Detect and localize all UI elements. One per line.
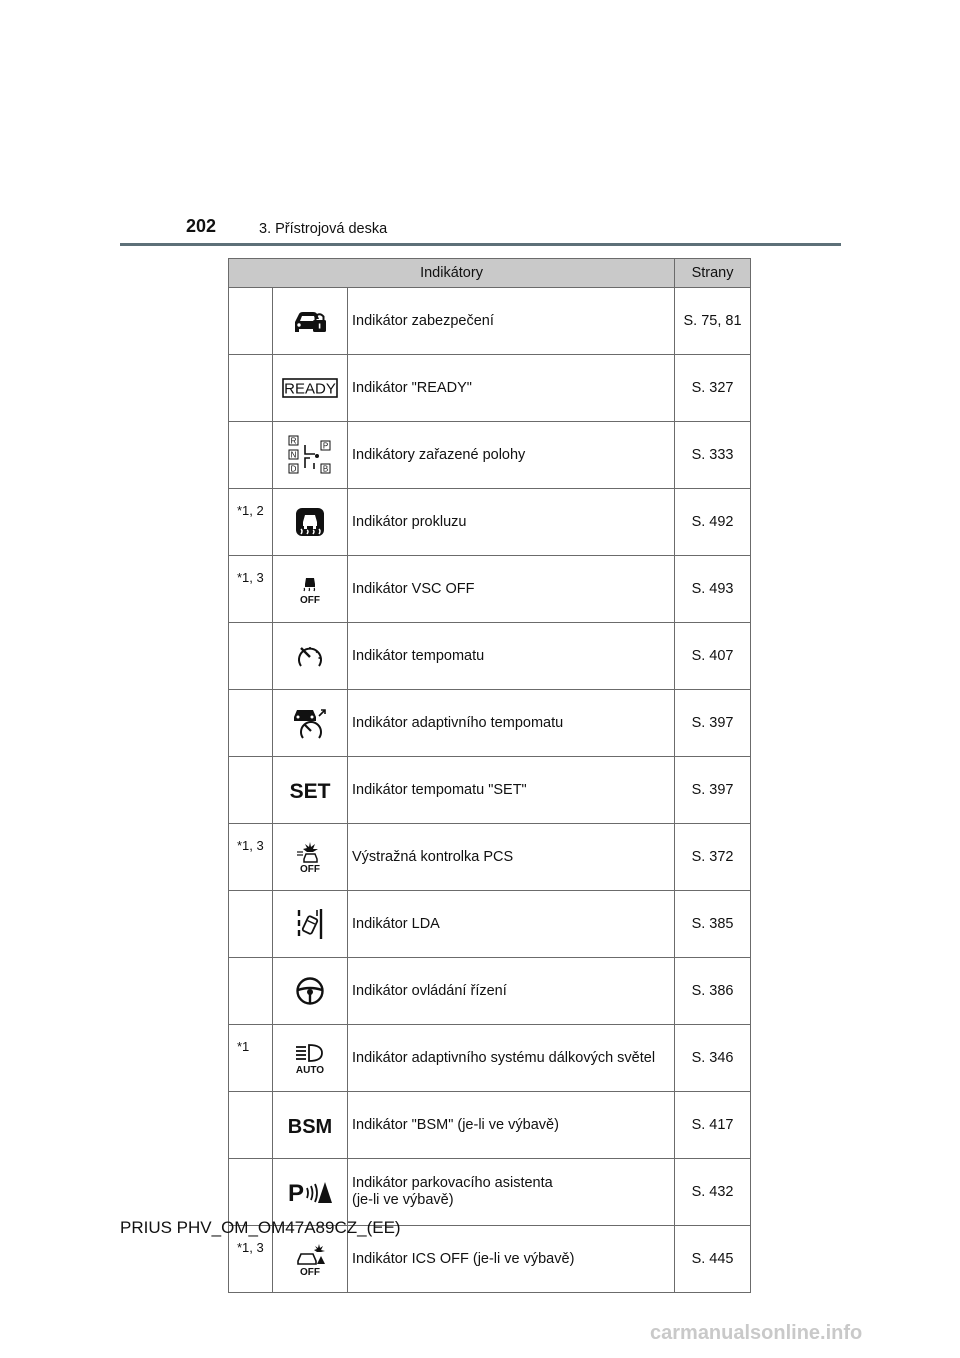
security-indicator-icon <box>293 308 327 334</box>
svg-text:D: D <box>290 464 297 474</box>
svg-text:P: P <box>322 441 329 451</box>
note-cell <box>229 623 273 690</box>
indicator-name: Indikátor "BSM" (je-li ve výbavě) <box>348 1092 675 1159</box>
icon-cell <box>273 556 348 623</box>
note-cell <box>229 422 273 489</box>
shift-position-indicator-icon <box>288 435 332 475</box>
indicator-name: Výstražná kontrolka PCS <box>348 824 675 891</box>
page-number: 202 <box>186 216 217 236</box>
table-row <box>229 891 751 958</box>
indicator-name: Indikátor adaptivního systému dálkových světel <box>348 1025 675 1092</box>
icon-cell <box>273 958 348 1025</box>
adaptive-cruise-control-indicator-icon <box>291 706 329 740</box>
indicator-name: Indikátor parkovacího asistenta (je-li ve výbavě) <box>348 1159 675 1226</box>
cruise-control-indicator-icon <box>295 642 325 670</box>
table-row <box>229 355 751 422</box>
document-code: PRIUS PHV_OM_OM47A89CZ_(EE) <box>120 1218 401 1237</box>
indicator-name: Indikátor zabezpečení <box>348 288 675 355</box>
page-reference: S. 327 <box>675 355 751 422</box>
ready-indicator-icon <box>282 378 338 398</box>
svg-text:AUTO: AUTO <box>295 1065 325 1074</box>
table-row <box>229 288 751 355</box>
table-row <box>229 422 751 489</box>
indicator-name: Indikátor VSC OFF <box>348 556 675 623</box>
table-row <box>229 690 751 757</box>
page-reference: S. 417 <box>675 1092 751 1159</box>
watermark: carmanualsonline.info <box>650 1322 863 1344</box>
indicator-name: Indikátor adaptivního tempomatu <box>348 690 675 757</box>
page-reference: S. 386 <box>675 958 751 1025</box>
table-row <box>229 1159 751 1226</box>
note-cell: *1, 3 <box>229 1226 273 1293</box>
table-row <box>229 1025 751 1092</box>
table-row <box>229 623 751 690</box>
table-row <box>229 958 751 1025</box>
table-row <box>229 556 751 623</box>
ics-off-indicator-icon <box>293 1242 327 1276</box>
icon-cell <box>273 1025 348 1092</box>
note-cell <box>229 891 273 958</box>
steering-control-indicator-icon <box>295 976 325 1006</box>
indicator-name: Indikátor LDA <box>348 891 675 958</box>
indicator-name: Indikátor ovládání řízení <box>348 958 675 1025</box>
page-reference: S. 397 <box>675 690 751 757</box>
note-cell <box>229 757 273 824</box>
indicator-name: Indikátor tempomatu "SET" <box>348 757 675 824</box>
page-reference: S. 492 <box>675 489 751 556</box>
note-cell <box>229 1159 273 1226</box>
note-cell: *1, 3 <box>229 556 273 623</box>
vsc-off-indicator-icon <box>295 573 325 605</box>
table-row <box>229 824 751 891</box>
icon-cell <box>273 288 348 355</box>
indicator-name: Indikátory zařazené polohy <box>348 422 675 489</box>
svg-text:SET: SET <box>289 780 331 801</box>
svg-text:R: R <box>290 436 297 446</box>
pcs-warning-icon <box>294 840 326 874</box>
adaptive-high-beam-indicator-icon <box>292 1042 328 1074</box>
note-cell <box>229 1092 273 1159</box>
svg-text:OFF: OFF <box>300 595 320 605</box>
indicator-name: Indikátor ICS OFF (je-li ve výbavě) <box>348 1226 675 1293</box>
page-reference: S. 432 <box>675 1159 751 1226</box>
bsm-indicator-icon <box>285 1114 335 1136</box>
svg-text:READY: READY <box>284 380 336 398</box>
table-row <box>229 489 751 556</box>
note-cell <box>229 958 273 1025</box>
indicator-name: Indikátor "READY" <box>348 355 675 422</box>
cruise-set-indicator-icon <box>288 779 332 801</box>
svg-text:N: N <box>290 450 297 460</box>
note-cell <box>229 288 273 355</box>
icon-cell <box>273 489 348 556</box>
col-header-pages: Strany <box>675 259 751 288</box>
svg-text:B: B <box>322 464 329 474</box>
icon-cell <box>273 623 348 690</box>
lda-indicator-icon <box>295 907 325 941</box>
slip-indicator-icon <box>295 507 325 537</box>
svg-text:P: P <box>287 1180 305 1206</box>
table-row <box>229 1092 751 1159</box>
page-reference: S. 493 <box>675 556 751 623</box>
page-reference: S. 385 <box>675 891 751 958</box>
indicator-name: Indikátor tempomatu <box>348 623 675 690</box>
icon-cell <box>273 891 348 958</box>
note-cell <box>229 355 273 422</box>
indicator-table <box>228 258 751 1293</box>
parking-assist-indicator-icon <box>287 1178 333 1206</box>
icon-cell <box>273 757 348 824</box>
page-reference: S. 75, 81 <box>675 288 751 355</box>
svg-text:OFF: OFF <box>300 864 320 874</box>
note-cell: *1 <box>229 1025 273 1092</box>
note-cell <box>229 690 273 757</box>
table-header-row <box>229 259 751 288</box>
header-rule <box>120 243 841 246</box>
col-header-indicators: Indikátory <box>229 259 675 288</box>
page-reference: S. 333 <box>675 422 751 489</box>
page-reference: S. 445 <box>675 1226 751 1293</box>
page-reference: S. 397 <box>675 757 751 824</box>
icon-cell <box>273 690 348 757</box>
icon-cell <box>273 422 348 489</box>
note-cell: *1, 2 <box>229 489 273 556</box>
svg-text:OFF: OFF <box>300 1267 320 1276</box>
icon-cell <box>273 355 348 422</box>
indicator-name: Indikátor prokluzu <box>348 489 675 556</box>
table-row <box>229 757 751 824</box>
page-reference: S. 372 <box>675 824 751 891</box>
page-reference: S. 407 <box>675 623 751 690</box>
section-title: 3. Přístrojová deska <box>259 221 388 237</box>
note-cell: *1, 3 <box>229 824 273 891</box>
icon-cell <box>273 824 348 891</box>
svg-text:BSM: BSM <box>287 1116 333 1136</box>
icon-cell <box>273 1092 348 1159</box>
icon-cell <box>273 1159 348 1226</box>
page-reference: S. 346 <box>675 1025 751 1092</box>
